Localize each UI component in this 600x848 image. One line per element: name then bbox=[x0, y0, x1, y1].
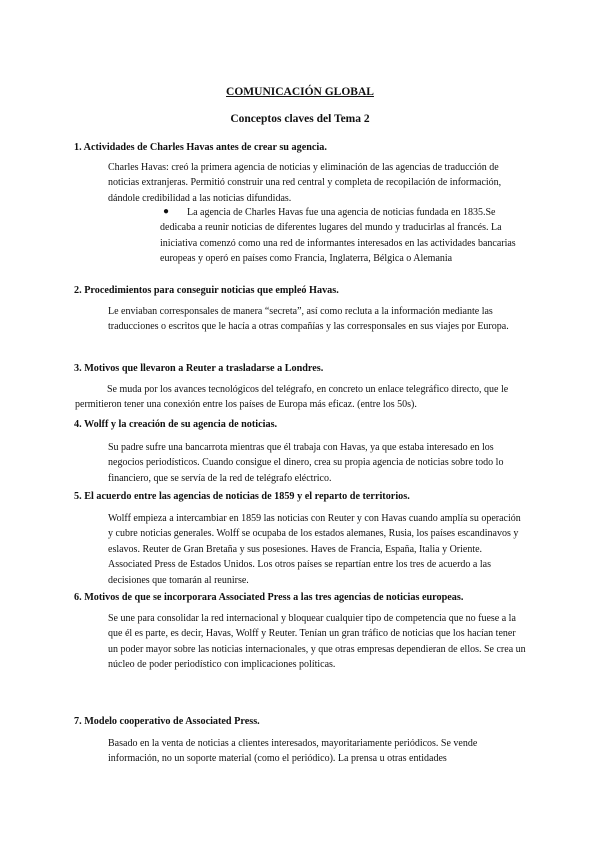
section-paragraph-6: Se une para consolidar la red internacional y bloquear cualquier tipo de competencia que no fuese a la que él es parte, es decir, Havas, Wolff y Reuter. Tenían un gran tráfico de noticias que los hacían tener un poder mayor sobre las noticias internacionales, y que otras empresas dependieran de ellos. Se crea un núcleo de poder periodístico con implicaciones políticas. bbox=[108, 613, 526, 671]
section-heading-6: 6. Motivos de que se incorporara Associated Press a las tres agencias de noticias europeas. bbox=[74, 592, 464, 603]
document-subtitle: Conceptos claves del Tema 2 bbox=[230, 113, 370, 125]
section-bullet-1: La agencia de Charles Havas fue una agencia de noticias fundada en 1835.Se dedicaba a reunir noticias de diferentes lugares del mundo y traducirlas al francés. La iniciativa comenzó como una red de informantes interesados en las actividades bancarias europeas y operó en países como Francia, Inglaterra, Bélgica o Alemania bbox=[160, 207, 516, 265]
section-paragraph-5: Wolff empieza a intercambiar en 1859 las noticias con Reuter y con Havas cuando amplía su operación y cubre noticias generales. Wolff se ocupaba de los estados alemanes, Rusia, los países escandinavos y eslavos. Reuter de Gran Bretaña y sus posesiones. Haves de Francia, España, Italia y Oriente. Associated Press de Estados Unidos. Los otros países se repartían entre los tres de acuerdo a las decisiones que tomarán al reunirse. bbox=[108, 513, 521, 586]
section-paragraph-4: Su padre sufre una bancarrota mientras que él trabaja con Havas, ya que estaba interesado en los negocios periodísticos. Cuando consigue el dinero, crea su propia agencia de noticias sobre todo lo financiero, que se servía de la red de telégrafo eléctrico. bbox=[108, 442, 504, 484]
section-heading-5: 5. El acuerdo entre las agencias de noticias de 1859 y el reparto de territorios. bbox=[74, 491, 410, 502]
section-paragraph-7: Basado en la venta de noticias a clientes interesados, mayoritariamente periódicos. Se vende información, no un soporte material (como el periódico). La prensa u otras entidades bbox=[108, 738, 478, 765]
bullet-icon: ● bbox=[163, 206, 170, 217]
section-paragraph-2: Le enviaban corresponsales de manera “secreta”, así como recluta a la información mediante las traducciones o escritos que le hacía a otras compañías y las corresponsales en sus viajes por Europa. bbox=[108, 306, 509, 333]
section-heading-7: 7. Modelo cooperativo de Associated Press. bbox=[74, 716, 260, 727]
section-paragraph-1: Charles Havas: creó la primera agencia de noticias y eliminación de las agencias de traducción de noticias extranjeras. Permitió construir una red central y completa de recopilación de información, dándole credibilidad a las noticias difundidas. bbox=[108, 162, 502, 204]
section-heading-4: 4. Wolff y la creación de su agencia de noticias. bbox=[74, 419, 278, 430]
section-heading-2: 2. Procedimientos para conseguir noticias que empleó Havas. bbox=[74, 285, 339, 296]
section-paragraph-3: Se muda por los avances tecnológicos del telégrafo, en concreto un enlace telegráfico directo, que le permitieron tener una conexión entre los países de Europa más eficaz. (entre los 50s). bbox=[75, 384, 509, 411]
section-heading-3: 3. Motivos que llevaron a Reuter a trasladarse a Londres. bbox=[74, 363, 324, 374]
section-heading-1: 1. Actividades de Charles Havas antes de crear su agencia. bbox=[74, 142, 327, 153]
document-title: COMUNICACIÓN GLOBAL bbox=[226, 86, 374, 98]
